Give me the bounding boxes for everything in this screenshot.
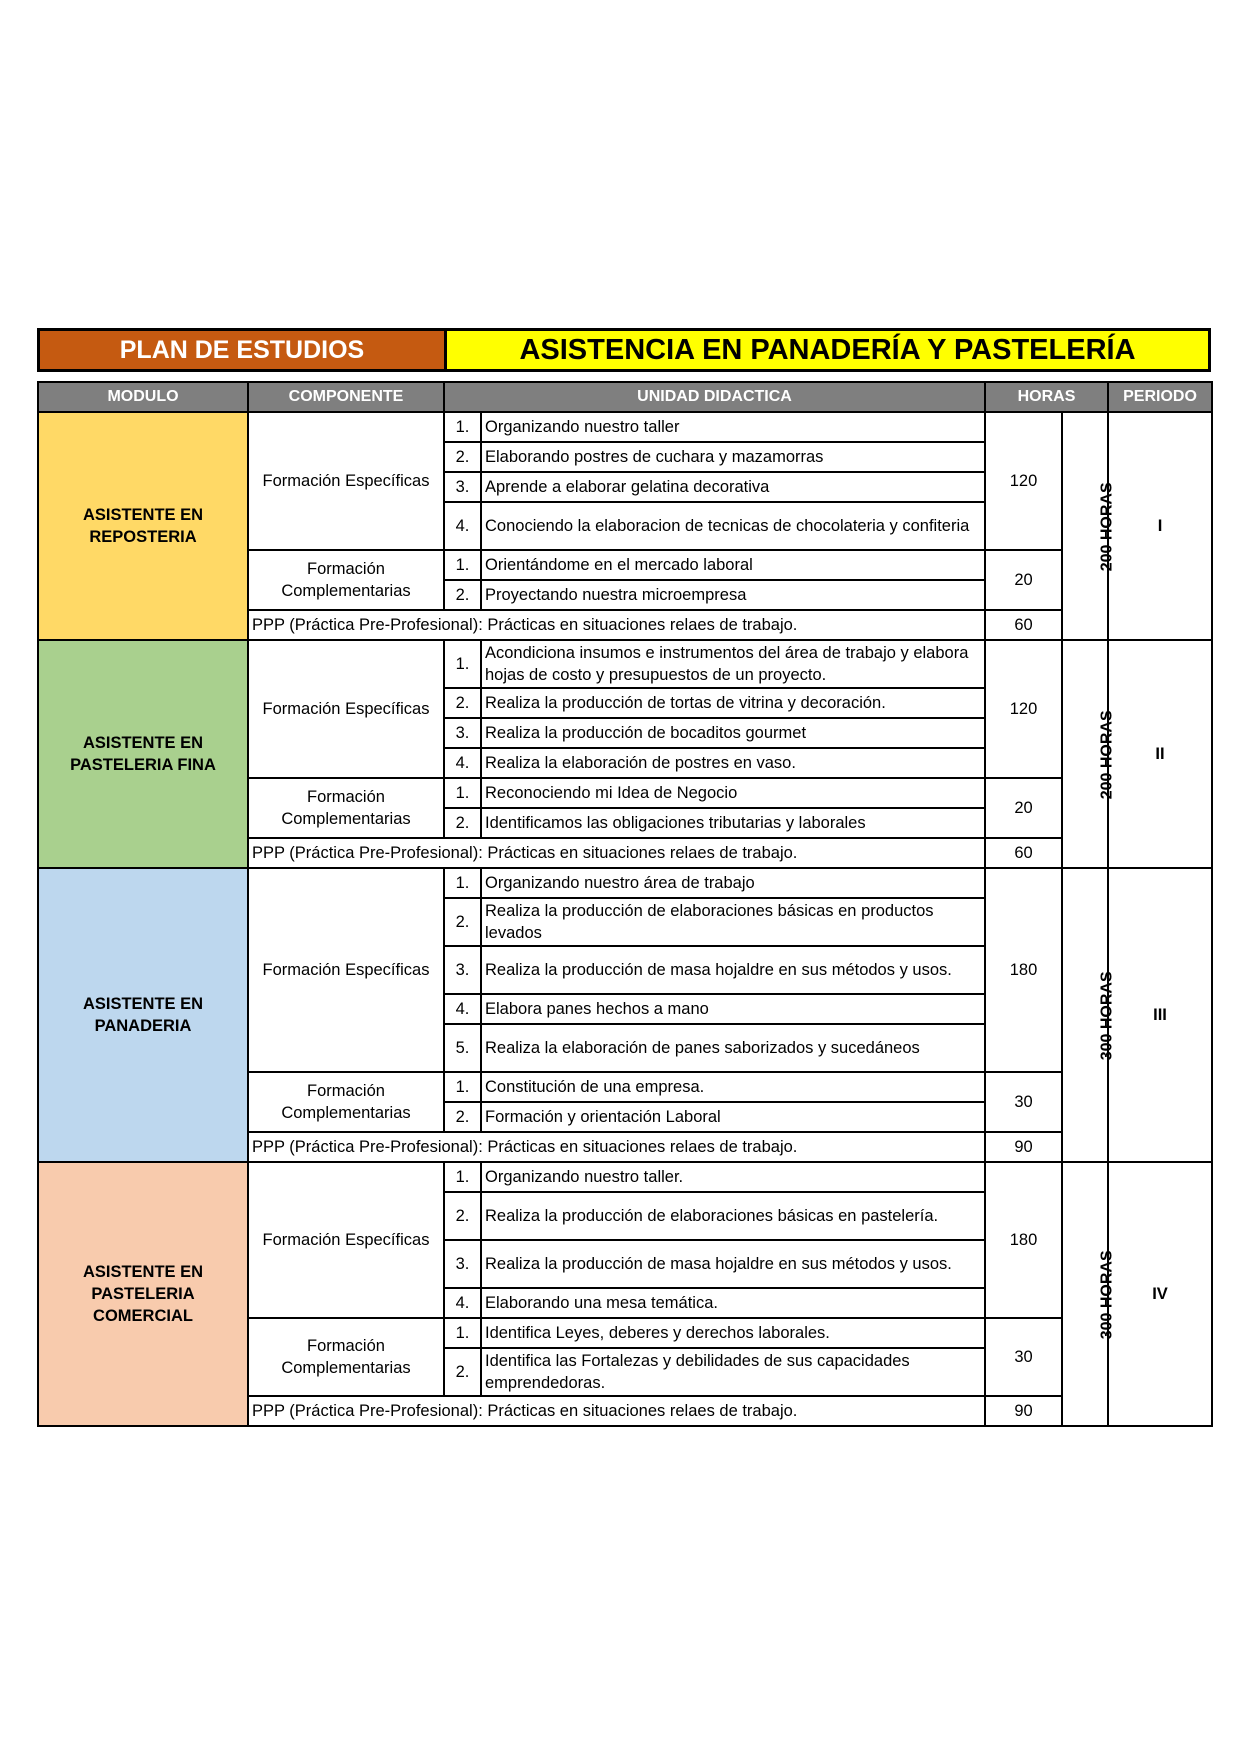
unit-text: Realiza la producción de masa hojaldre en sus métodos y usos. [481, 946, 985, 994]
unit-number: 1. [444, 868, 481, 898]
hours-ppp: 90 [985, 1396, 1062, 1426]
component-especificas: Formación Específicas [248, 1162, 444, 1318]
hours-especificas: 120 [985, 640, 1062, 778]
unit-number: 1. [444, 412, 481, 442]
period: IV [1108, 1162, 1212, 1426]
unit-number: 1. [444, 1162, 481, 1192]
unit-text: Proyectando nuestra microempresa [481, 580, 985, 610]
plan-title: PLAN DE ESTUDIOS [40, 331, 447, 369]
unit-text: Realiza la elaboración de panes saborizados y sucedáneos [481, 1024, 985, 1072]
unit-number: 1. [444, 550, 481, 580]
hours-ppp: 60 [985, 610, 1062, 640]
program-title: ASISTENCIA EN PANADERÍA Y PASTELERÍA [447, 331, 1208, 369]
ppp-row: PPP (Práctica Pre-Profesional): Prácticas en situaciones relaes de trabajo. [248, 610, 985, 640]
col-periodo: PERIODO [1108, 382, 1212, 412]
unit-text: Identifica las Fortalezas y debilidades de sus capacidades emprendedoras. [481, 1348, 985, 1396]
unit-text: Realiza la elaboración de postres en vaso. [481, 748, 985, 778]
unit-number: 2. [444, 898, 481, 946]
hours-ppp: 60 [985, 838, 1062, 868]
unit-text: Identifica Leyes, deberes y derechos laborales. [481, 1318, 985, 1348]
hours-complementarias: 20 [985, 550, 1062, 610]
unit-number: 1. [444, 640, 481, 688]
component-complementarias: Formación Complementarias [248, 778, 444, 838]
unit-text: Formación y orientación Laboral [481, 1102, 985, 1132]
unit-number: 4. [444, 1288, 481, 1318]
unit-number: 5. [444, 1024, 481, 1072]
component-especificas: Formación Específicas [248, 412, 444, 550]
unit-text: Realiza la producción de tortas de vitrina y decoración. [481, 688, 985, 718]
unit-number: 2. [444, 688, 481, 718]
hours-complementarias: 30 [985, 1318, 1062, 1396]
unit-number: 3. [444, 472, 481, 502]
header-row [38, 382, 1212, 412]
unit-text: Reconociendo mi Idea de Negocio [481, 778, 985, 808]
hours-complementarias: 20 [985, 778, 1062, 838]
unit-number: 2. [444, 1348, 481, 1396]
unit-text: Organizando nuestro taller. [481, 1162, 985, 1192]
hours-especificas: 180 [985, 1162, 1062, 1318]
unit-number: 2. [444, 808, 481, 838]
ppp-row: PPP (Práctica Pre-Profesional): Prácticas en situaciones relaes de trabajo. [248, 838, 985, 868]
hours-especificas: 180 [985, 868, 1062, 1072]
unit-text: Realiza la producción de masa hojaldre en sus métodos y usos. [481, 1240, 985, 1288]
unit-text: Acondiciona insumos e instrumentos del área de trabajo y elabora hojas de costo y presupuestos de un proyecto. [481, 640, 985, 688]
unit-text: Realiza la producción de elaboraciones básicas en productos levados [481, 898, 985, 946]
ppp-row: PPP (Práctica Pre-Profesional): Prácticas en situaciones relaes de trabajo. [248, 1396, 985, 1426]
unit-number: 4. [444, 748, 481, 778]
unit-text: Conociendo la elaboracion de tecnicas de chocolateria y confiteria [481, 502, 985, 550]
component-complementarias: Formación Complementarias [248, 1072, 444, 1132]
unit-number: 2. [444, 1102, 481, 1132]
hours-complementarias: 30 [985, 1072, 1062, 1132]
unit-text: Identificamos las obligaciones tributarias y laborales [481, 808, 985, 838]
module-name: ASISTENTE EN PANADERIA [38, 868, 248, 1162]
hours-ppp: 90 [985, 1132, 1062, 1162]
unit-number: 1. [444, 1072, 481, 1102]
total-hours [1062, 1162, 1116, 1426]
col-horas: HORAS [985, 382, 1108, 412]
unit-number: 3. [444, 946, 481, 994]
unit-text: Realiza la producción de elaboraciones básicas en pastelería. [481, 1192, 985, 1240]
unit-number: 2. [444, 580, 481, 610]
module-name: ASISTENTE EN REPOSTERIA [38, 412, 248, 640]
unit-number: 2. [444, 442, 481, 472]
col-componente: COMPONENTE [248, 382, 444, 412]
total-hours-label: 300 HORAS [1098, 1250, 1116, 1339]
total-hours-label: 200 HORAS [1098, 710, 1116, 799]
hours-especificas: 120 [985, 412, 1062, 550]
period: II [1108, 640, 1212, 868]
module-name: ASISTENTE EN PASTELERIA COMERCIAL [38, 1162, 248, 1426]
unit-text: Elaborando postres de cuchara y mazamorras [481, 442, 985, 472]
unit-text: Orientándome en el mercado laboral [481, 550, 985, 580]
unit-number: 1. [444, 1318, 481, 1348]
unit-text: Organizando nuestro área de trabajo [481, 868, 985, 898]
ppp-row: PPP (Práctica Pre-Profesional): Prácticas en situaciones relaes de trabajo. [248, 1132, 985, 1162]
component-complementarias: Formación Complementarias [248, 1318, 444, 1396]
study-plan-table [37, 381, 1213, 1427]
unit-number: 3. [444, 1240, 481, 1288]
unit-text: Organizando nuestro taller [481, 412, 985, 442]
total-hours [1062, 640, 1116, 868]
period: I [1108, 412, 1212, 640]
unit-number: 4. [444, 994, 481, 1024]
total-hours [1062, 868, 1116, 1162]
unit-text: Aprende a elaborar gelatina decorativa [481, 472, 985, 502]
unit-number: 2. [444, 1192, 481, 1240]
unit-number: 3. [444, 718, 481, 748]
total-hours-label: 200 HORAS [1098, 482, 1116, 571]
module-name: ASISTENTE EN PASTELERIA FINA [38, 640, 248, 868]
unit-text: Constitución de una empresa. [481, 1072, 985, 1102]
col-unidad: UNIDAD DIDACTICA [444, 382, 985, 412]
title-bar [37, 328, 1211, 372]
unit-text: Elaborando una mesa temática. [481, 1288, 985, 1318]
unit-text: Elabora panes hechos a mano [481, 994, 985, 1024]
component-complementarias: Formación Complementarias [248, 550, 444, 610]
total-hours [1062, 412, 1116, 640]
period: III [1108, 868, 1212, 1162]
total-hours-label: 300 HORAS [1098, 971, 1116, 1060]
component-especificas: Formación Específicas [248, 868, 444, 1072]
unit-text: Realiza la producción de bocaditos gourmet [481, 718, 985, 748]
unit-number: 1. [444, 778, 481, 808]
unit-number: 4. [444, 502, 481, 550]
col-modulo: MODULO [38, 382, 248, 412]
component-especificas: Formación Específicas [248, 640, 444, 778]
